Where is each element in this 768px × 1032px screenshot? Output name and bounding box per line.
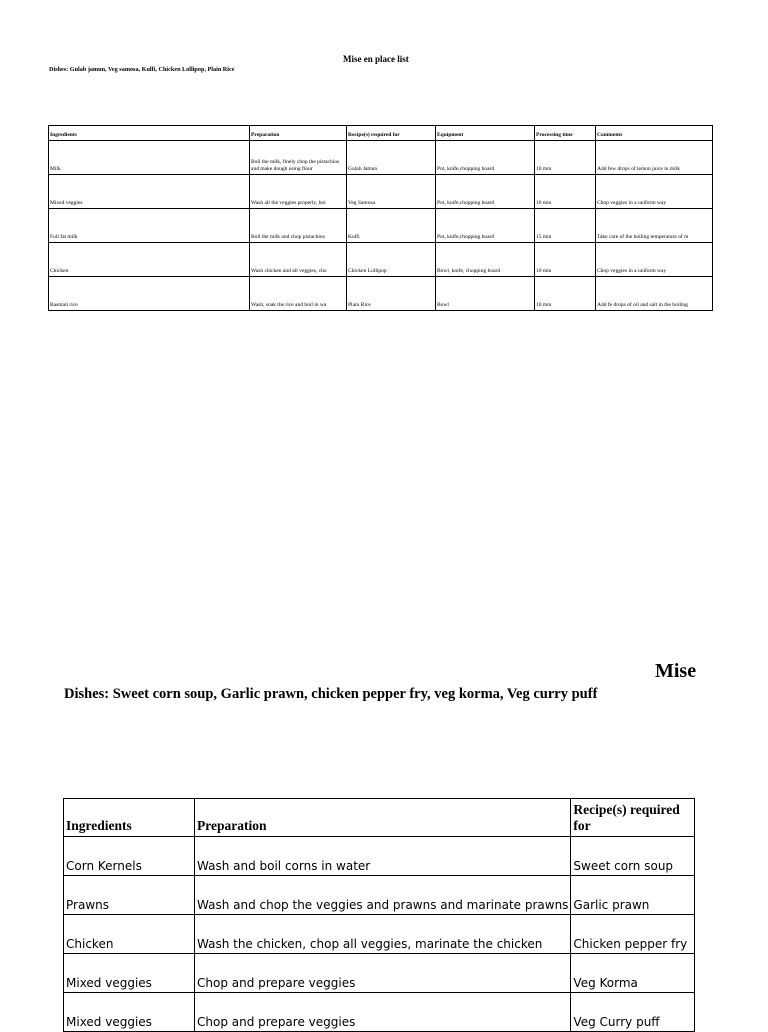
table-header-row bbox=[49, 126, 713, 141]
header-recipes: Recipe(s) required for bbox=[347, 126, 436, 141]
table-row bbox=[49, 209, 713, 243]
cell-processing-time: 10 min bbox=[535, 277, 596, 311]
cell-comments: Add fe drops of oil and salt in the boiling bbox=[596, 277, 713, 311]
header-preparation: Preparation bbox=[250, 126, 347, 141]
page2-mise-en-place-table bbox=[63, 798, 695, 1032]
cell-comments: Chop veggies in a uniform way bbox=[596, 175, 713, 209]
cell-recipe: Kulfi bbox=[347, 209, 436, 243]
cell-ingredient: Mixed veggies bbox=[49, 175, 250, 209]
cell-ingredient: Chicken bbox=[49, 243, 250, 277]
cell-recipe: Sweet corn soup bbox=[571, 837, 695, 876]
page2-dishes-line: Dishes: Sweet corn soup, Garlic prawn, chicken pepper fry, veg korma, Veg curry puff bbox=[64, 686, 598, 702]
cell-recipe: Veg Curry puff bbox=[571, 993, 695, 1032]
cell-recipe: Chicken pepper fry bbox=[571, 915, 695, 954]
header-ingredients: Ingredients bbox=[64, 799, 195, 837]
cell-processing-time: 15 min bbox=[535, 209, 596, 243]
cell-preparation: Chop and prepare veggies bbox=[195, 993, 571, 1032]
cell-preparation: Wash and chop the veggies and prawns and marinate prawns bbox=[195, 876, 571, 915]
header-recipes: Recipe(s) required for bbox=[571, 799, 695, 837]
table-row bbox=[49, 277, 713, 311]
page2-title: Mise bbox=[655, 660, 697, 682]
cell-preparation: Wash the chicken, chop all veggies, marinate the chicken bbox=[195, 915, 571, 954]
cell-processing-time: 10 min bbox=[535, 175, 596, 209]
table-header-row bbox=[64, 799, 695, 837]
cell-ingredient: Full fat milk bbox=[49, 209, 250, 243]
cell-equipment: Pot, knife,chopping board bbox=[436, 175, 535, 209]
cell-preparation: Chop and prepare veggies bbox=[195, 954, 571, 993]
cell-ingredient: Mixed veggies bbox=[64, 954, 195, 993]
cell-preparation: Wash and boil corns in water bbox=[195, 837, 571, 876]
cell-equipment: Bowl, knife, chopping board bbox=[436, 243, 535, 277]
cell-preparation: Wash all the veggies properly, boi bbox=[250, 175, 347, 209]
cell-processing-time: 10 min bbox=[535, 243, 596, 277]
table-row bbox=[49, 243, 713, 277]
cell-preparation: Wash, soak the rice and boil in wa bbox=[250, 277, 347, 311]
header-processing-time: Processing time bbox=[535, 126, 596, 141]
table-row bbox=[64, 837, 695, 876]
table-row bbox=[49, 141, 713, 175]
table-row bbox=[49, 175, 713, 209]
cell-processing-time: 10 min bbox=[535, 141, 596, 175]
header-equipment: Equipment bbox=[436, 126, 535, 141]
cell-recipe: Plain Rice bbox=[347, 277, 436, 311]
cell-comments: Chop veggies in a uniform way bbox=[596, 243, 713, 277]
cell-comments: Take care of the boiling temperature of m bbox=[596, 209, 713, 243]
header-comments: Comments bbox=[596, 126, 713, 141]
header-ingredients: Ingredients bbox=[49, 126, 250, 141]
cell-recipe: Veg Samosa bbox=[347, 175, 436, 209]
header-preparation: Preparation bbox=[195, 799, 571, 837]
cell-ingredient: Chicken bbox=[64, 915, 195, 954]
cell-recipe: Gulab Jamun bbox=[347, 141, 436, 175]
cell-ingredient: Mixed veggies bbox=[64, 993, 195, 1032]
cell-recipe: Veg Korma bbox=[571, 954, 695, 993]
cell-comments: Add few drops of lemon juice in milk bbox=[596, 141, 713, 175]
table-row bbox=[64, 876, 695, 915]
cell-equipment: Bowl bbox=[436, 277, 535, 311]
table-row bbox=[64, 915, 695, 954]
cell-recipe: Chicken Lollipop bbox=[347, 243, 436, 277]
table-row bbox=[64, 954, 695, 993]
cell-preparation: Boil the milk, finely chop the pistachios and make dough using flour bbox=[250, 141, 347, 175]
cell-equipment: Pot, knife,chopping board bbox=[436, 209, 535, 243]
cell-preparation: Boil the milk and chop pistachios bbox=[250, 209, 347, 243]
table-row bbox=[64, 993, 695, 1032]
cell-preparation: Wash chicken and all veggies, cho bbox=[250, 243, 347, 277]
page1-dishes-line: Dishes: Gulab jamun, Veg samosa, Kulfi, Chicken Lollipop, Plain Rice bbox=[49, 66, 235, 73]
cell-equipment: Pot, knife,chopping board bbox=[436, 141, 535, 175]
page1-title: Mise en place list bbox=[343, 54, 409, 64]
cell-ingredient: Corn Kernels bbox=[64, 837, 195, 876]
cell-ingredient: Basmati rice bbox=[49, 277, 250, 311]
cell-ingredient: Milk bbox=[49, 141, 250, 175]
page1-mise-en-place-table bbox=[48, 125, 713, 311]
cell-recipe: Garlic prawn bbox=[571, 876, 695, 915]
cell-ingredient: Prawns bbox=[64, 876, 195, 915]
